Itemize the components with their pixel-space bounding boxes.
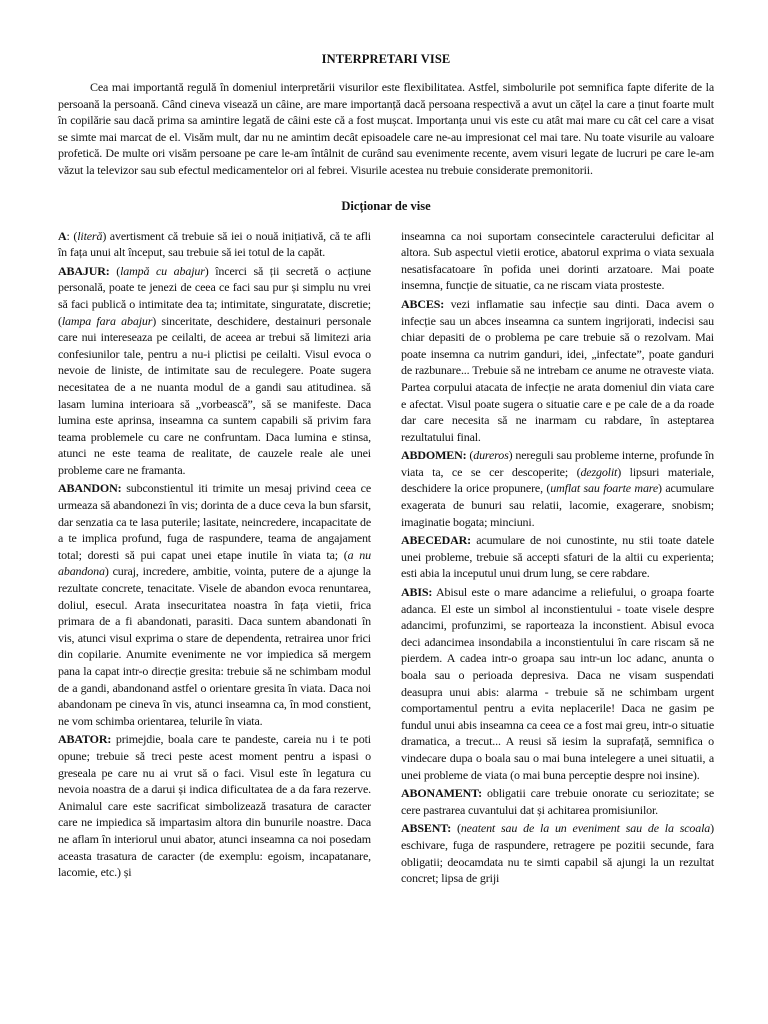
dictionary-columns	[58, 228, 714, 889]
dictionary-entry: ABSENT: (neatent sau de la un eveniment sau de la scoala) eschivare, fuga de raspundere, retragere pe pozitii secunde, fara obligatii; deocamdata nu te simti capabil să ajungi la un rezultat concret; lipsa de griji	[401, 821, 714, 886]
entry-qualifier: neatent sau de la un eveniment sau de la scoala	[460, 821, 711, 836]
entry-qualifier: literă	[77, 228, 103, 243]
entry-qualifier: dezgolit	[580, 464, 618, 479]
entry-qualifier: lampa fara abajur	[61, 313, 153, 328]
entry-qualifier: lampă cu abajur	[120, 263, 205, 278]
intro-paragraph: Cea mai importantă regulă în domeniul interpretării visurilor este flexibilitatea. Astfel, simbolurile pot semnifica fapte diferite de la persoană la persoană. Când cineva visează un câine, are mare importanță dacă persoana respectivă a avut un cățel la care a ținut foarte mult în copilărie sau dacă prima sa amintire legată de câini este că a fost mușcat. Importanța unui vis este cu atât mai mare cu cât cel care a visat se simte mai marcat de el. Visăm mult, dar nu ne amintim decât episoadele care ne-au impresionat cel mai tare. Nu toate visurile au valoare profetică. De multe ori visăm persoane pe care le-am întâlnit de curând sau evenimente recente, avem visuri legate de lucruri pe care le-am văzut la televizor sau sub efectul medicamentelor ori al febrei. Visurile acestea nu trebuie considerate premonitorii.	[58, 80, 714, 177]
entry-headword: ABATOR:	[58, 732, 112, 747]
entry-headword: ABAJUR:	[58, 263, 110, 278]
entry-qualifier: dureros	[473, 448, 509, 463]
dictionary-entry: ABONAMENT: obligatii care trebuie onorate cu seriozitate; se cere pastrarea cuvantului dat și achitarea promisiunilor.	[401, 786, 714, 817]
dictionary-entry: ABANDON: subconstientul iti trimite un mesaj privind ceea ce urmeaza să abandonezi în vis; dorinta de a duce ceva la bun sfarsit, dar senzatia ca te lasa puterile; lasitate, neincredere, incapacitate de a te implica profund, fuga de raspundere, teama de angajament total; doresti să pui capat unei etape inutile în viata ta; (a nu abandona) curaj, incredere, ambitie, vointa, putere de a ajunge la rezultate concrete, tenacitate. Visele de abandon evoca renuntarea, doliul, esecul. Arata insecuritatea noastra în fața vietii, frica primara de a fi abandonati, parasiti. Daca suntem abandonati în vis, atunci visul exprima o stare de dependenta, retrairea unor frici din copilarie. Anumite evenimente ne vor impiedica să mergem pana la capat intr-o direcție gresita: trebuie să ne schimbam modul de a gandi, abandonand astfel o orientare gresita în viata. Daca noi abandonam pe cineva în vis, atunci inseamna ca, în mod constient, ne vom schimba orientarea, telurile în viata.	[58, 481, 371, 728]
entry-headword: A	[58, 228, 67, 243]
entry-qualifier: a nu abandona	[58, 547, 371, 579]
entry-headword: ABIS:	[401, 585, 433, 600]
dictionary-entry: ABDOMEN: (dureros) nereguli sau probleme interne, profunde în viata ta, ce se cer descoperite; (dezgolit) lipsuri materiale, deschidere la orice propunere, (umflat sau foarte mare) acumulare exagerata de bunuri sau relatii, lacomie, exagerare, snobism; imaginatie bogata; minciuni.	[401, 448, 714, 529]
entry-headword: ABDOMEN:	[401, 448, 467, 463]
left-column	[58, 228, 371, 889]
dictionary-entry: ABECEDAR: acumulare de noi cunostinte, nu stii toate datele unei probleme, trebuie să accepti sfaturi de la altii cu experienta; esti abia la inceputul unui drum lung, se cere rabdare.	[401, 533, 714, 581]
page-title: INTERPRETARI VISE	[321, 52, 451, 66]
entry-qualifier: umflat sau foarte mare	[550, 481, 659, 496]
section-title: Dicționar de vise	[341, 198, 431, 213]
right-column	[401, 228, 714, 889]
dictionary-entry: ABCES: vezi inflamatie sau infecție sau dinti. Daca avem o infecție sau un abces inseamna ca suntem ingrijorati, indecisi sau chiar depasiti de o problema pe care trebuie să o rezolvam. Mai poate insemna ca nutrim ganduri, idei, „infectate”, poate ganduri de razbunare... Trebuie să ne intrebam ce anume ne otraveste viata. Partea corpului atacata de infecție ne arata domeniul din viata care e afectat. Visul poate sugera o situatie care e pe cale de a da roade dar care necesita să ne inarmam cu rabdare, în asteptarea rezultatului final.	[401, 296, 714, 444]
dictionary-entry: ABATOR: primejdie, boala care te pandeste, careia nu i te poti opune; trebuie să treci peste acest moment pentru a ispasi o greseala pe care nu ai vrut să o faci. Visul este în legatura cu nevoia noastra de a darui și indica dificultatea de a da fara rezerve. Animalul care este sacrificat simbolizează trasatura de caracter care ne impiedica să impartasim altora din bunurile noastre. Daca ne aflam în interiorul unui abator, atunci inseamna ca noi posedam aceasta trasatura de caracter (de exemplu: egoism, incapatanare, lacomie, etc.) și	[58, 732, 371, 880]
entry-headword: ABANDON:	[58, 481, 122, 496]
dictionary-entry: ABAJUR: (lampă cu abajur) încerci să ții secretă o acțiune personală, poate te jenezi de ceea ce faci sau pur și simplu nu vrei să faci publică o intimitate dea ta; intimitate, singuratate, discretie; (lampa fara abajur) sinceritate, deschidere, destainuri personale care nui intereseaza pe ceilalti, de aceea ar trebui să limitezi aria confesiunilor tale, pentru a nu-i plictisi pe ceilalti. Visul evoca o nevoie de liniste, de intimitate sau de reculegere. Poate sugera necesitatea de a ne nuanta modul de a gandi sau atitudinea. să lasam lumina interioara să „vorbească”, să se manifeste. Daca lumina este aprinsa, inseamna ca suntem capabili să privim fara teama problemele cu care ne confruntam. Daca lumina e stinsa, atunci ne este teama de realitate, de cauzele reale ale unei probleme care ne framanta.	[58, 263, 371, 477]
entry-headword: ABSENT:	[401, 821, 452, 836]
dictionary-entry: inseamna ca noi suportam consecintele caracterului deficitar al altora. Sub aspectul vietii erotice, abatorul exprima o viata sexuala nesatisfacatoare în pofida unei dorinti arzatoare. Mai poate insemna, funcție de situatie, ca ne riscam viata prosteste.	[401, 228, 714, 293]
entry-headword: ABCES:	[401, 296, 445, 311]
dictionary-entry: ABIS: Abisul este o mare adancime a reliefului, o groapa foarte adanca. El este un simbol al inconstientului - toate visele despre adancimi, profunzimi, se raporteaza la inconstient. Abisul evoca deci adancimea insondabila a inconstientului în care riscam să ne pierdem. A cadea intr-o groapa sau intr-un loc adanc, anunta o boala sau o perioada depresiva. Daca ne visam suspendati deasupra unui abis: alarma - trebuie să ne schimbam urgent comportamentul pentru a evita neplacerile! Daca ne gasim pe fundul unui abis inseamna ca ceea ce a fost mai greu, intr-o situatie dramatica, a trecut... A reusi să iesim la suprafață, semnifica o vindecare dupa o boala sau o mai buna intelegere a unei situatii, a unei probleme de viata (o mai buna perceptie despre noi insine).	[401, 585, 714, 782]
entry-headword: ABONAMENT:	[401, 786, 482, 801]
entry-headword: ABECEDAR:	[401, 533, 471, 548]
dictionary-entry: A: (literă) avertisment că trebuie să iei o nouă inițiativă, că te afli în fața unui alt început, sau trebuie să iei totul de la capăt.	[58, 228, 371, 260]
